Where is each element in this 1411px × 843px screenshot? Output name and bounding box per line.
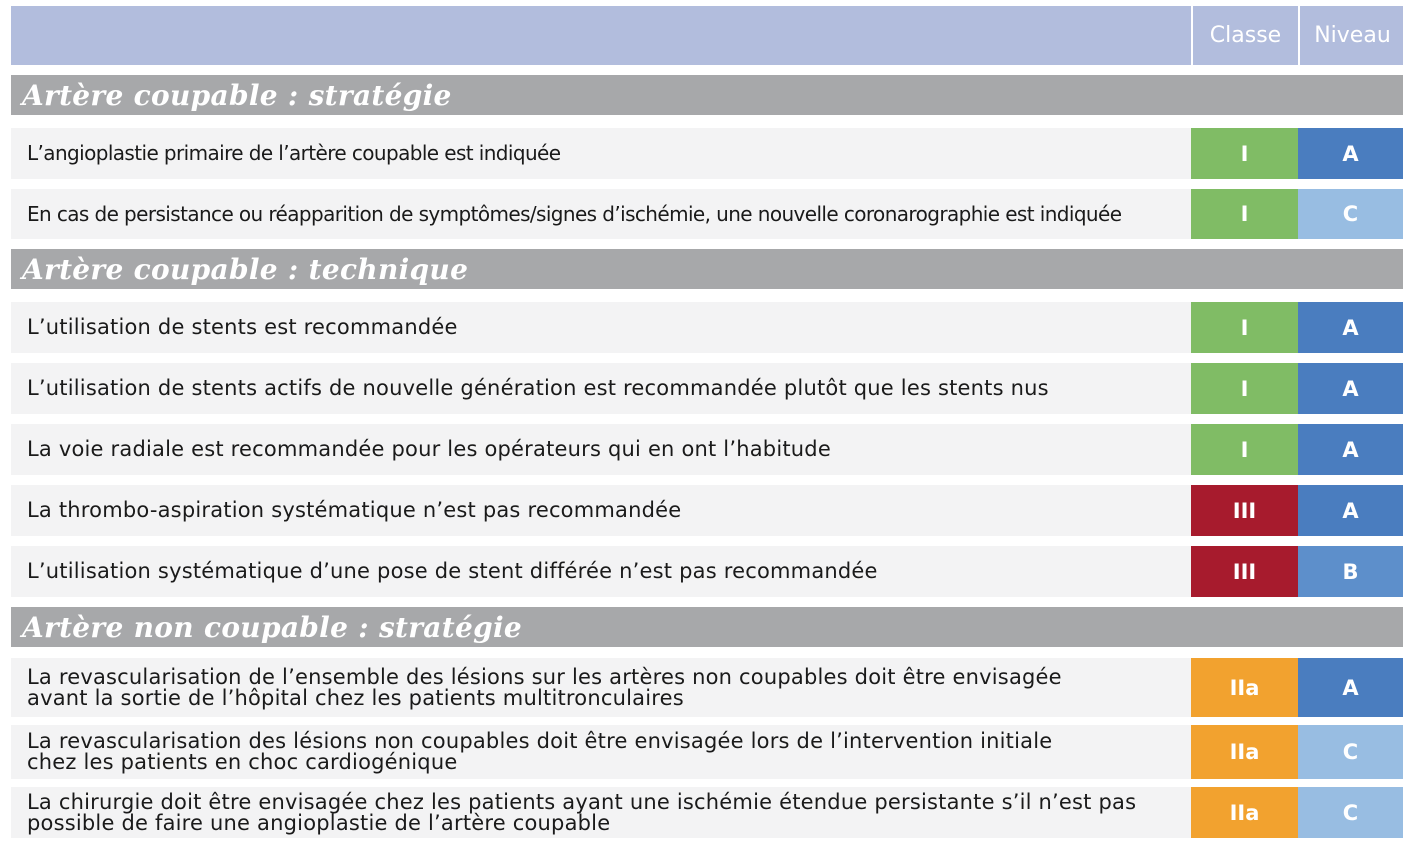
text-line: chez les patients en choc cardiogénique [27,750,458,774]
header-classe: Classe [1191,6,1298,65]
recommendation-text [27,546,878,597]
table-row [11,546,1403,597]
classe-cell: IIa [1191,658,1298,717]
recommendation-text [27,725,1052,779]
text-line: L’utilisation de stents actifs de nouvelle génération est recommandée plutôt que les stents nus [27,376,1049,400]
text-line: En cas de persistance ou réapparition de symptômes/signes d’ischémie, une nouvelle coronarographie est indiquée [27,201,1122,226]
section-title: Artère coupable : stratégie [22,79,452,112]
text-line: La revascularisation de l’ensemble des lésions sur les artères non coupables doit être envisagée [27,664,1062,689]
section-title: Artère coupable : technique [22,253,469,286]
niveau-cell: A [1298,128,1403,179]
niveau-cell: A [1298,363,1403,414]
recommendation-text [27,424,831,475]
recommendation-text [27,302,458,353]
table-row [11,787,1403,838]
classe-cell: IIa [1191,725,1298,779]
classe-cell: I [1191,128,1298,179]
table-row [11,302,1403,353]
text-line: La chirurgie doit être envisagée chez les patients ayant une ischémie étendue persistante s’il n’est pas [27,789,1137,814]
niveau-cell: A [1298,485,1403,536]
text-line: La revascularisation des lésions non coupables doit être envisagée lors de l’intervention initiale [27,729,1053,753]
recommendation-text [27,485,681,536]
section-header [11,607,1403,647]
section-header [11,75,1403,115]
classe-cell: III [1191,546,1298,597]
table-row [11,725,1403,779]
niveau-cell: A [1298,302,1403,353]
classe-cell: I [1191,189,1298,239]
classe-cell: I [1191,302,1298,353]
niveau-cell: C [1298,189,1403,239]
classe-cell: I [1191,424,1298,475]
table-row [11,424,1403,475]
classe-cell: I [1191,363,1298,414]
text-line: La voie radiale est recommandée pour les opérateurs qui en ont l’habitude [27,437,831,461]
header-niveau: Niveau [1298,6,1405,65]
section-header [11,249,1403,289]
section-title: Artère non coupable : stratégie [22,611,523,644]
niveau-cell: A [1298,658,1403,717]
niveau-cell: B [1298,546,1403,597]
text-line: L’utilisation de stents est recommandée [27,315,458,339]
niveau-cell: A [1298,424,1403,475]
recommendation-text [27,363,1049,414]
table-header [11,6,1403,65]
recommendation-text [27,658,1062,717]
table-row [11,485,1403,536]
text-line: La thrombo-aspiration systématique n’est pas recommandée [27,498,682,522]
text-line: possible de faire une angioplastie de l’artère coupable [27,810,611,835]
recommendation-text [27,128,560,179]
recommendation-text [27,787,1136,838]
text-line: avant la sortie de l’hôpital chez les patients multitronculaires [27,685,684,710]
text-line: L’angioplastie primaire de l’artère coupable est indiquée [27,141,561,165]
text-line: L’utilisation systématique d’une pose de stent différée n’est pas recommandée [27,559,878,583]
classe-cell: IIa [1191,787,1298,838]
table-row [11,363,1403,414]
classe-cell: III [1191,485,1298,536]
table-row [11,658,1403,717]
table-row [11,128,1403,179]
niveau-cell: C [1298,725,1403,779]
niveau-cell: C [1298,787,1403,838]
table-row [11,189,1403,239]
recommendation-text [27,189,1121,239]
